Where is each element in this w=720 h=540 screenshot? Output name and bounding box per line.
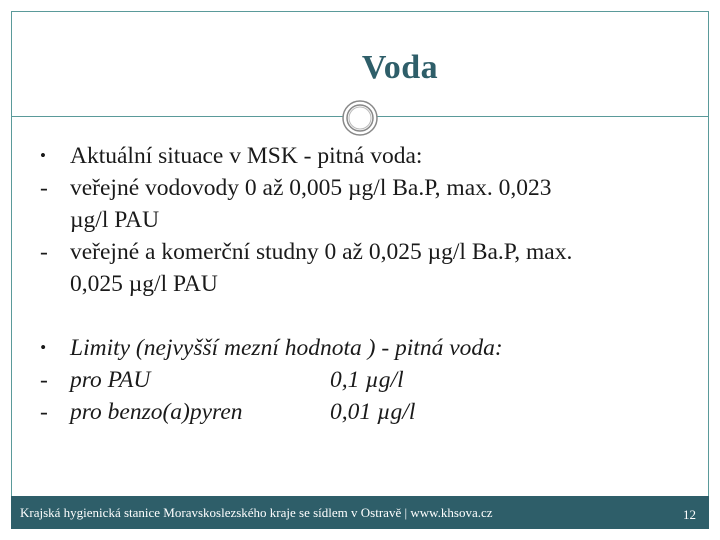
section1-heading: Aktuální situace v MSK - pitná voda: [70, 143, 423, 169]
footer-text: Krajská hygienická stanice Moravskoslezského kraje se sídlem v Ostravě | www.khsova.cz [20, 505, 493, 520]
bullet-item [40, 332, 700, 364]
limit-item [40, 396, 700, 428]
item-continuation: 0,025 µg/l PAU [70, 271, 218, 297]
item-continuation: µg/l PAU [70, 207, 160, 233]
dash-marker: - [40, 239, 48, 265]
item-text: veřejné a komerční studny 0 až 0,025 µg/l Ba.P, max. [70, 239, 573, 265]
dash-item [40, 236, 700, 268]
bullet-marker: • [40, 146, 46, 165]
slide-body [40, 140, 700, 428]
limit-value: 0,01 µg/l [330, 399, 416, 425]
dash-item [40, 172, 700, 204]
dash-marker: - [40, 367, 48, 393]
dash-marker: - [40, 399, 48, 425]
limit-label: pro benzo(a)pyren [70, 399, 243, 425]
limit-item [40, 364, 700, 396]
limit-value: 0,1 µg/l [330, 367, 404, 393]
slide-title: Voda [361, 49, 439, 86]
page-number: 12 [683, 507, 696, 522]
bullet-marker: • [40, 338, 46, 357]
dash-marker: - [40, 175, 48, 201]
bullet-item [40, 140, 700, 172]
limit-label: pro PAU [70, 367, 151, 393]
item-text: veřejné vodovody 0 až 0,005 µg/l Ba.P, max. 0,023 [70, 175, 552, 201]
ring-ornament-icon [342, 100, 378, 136]
section2-heading: Limity (nejvyšší mezní hodnota ) - pitná voda: [70, 335, 503, 361]
